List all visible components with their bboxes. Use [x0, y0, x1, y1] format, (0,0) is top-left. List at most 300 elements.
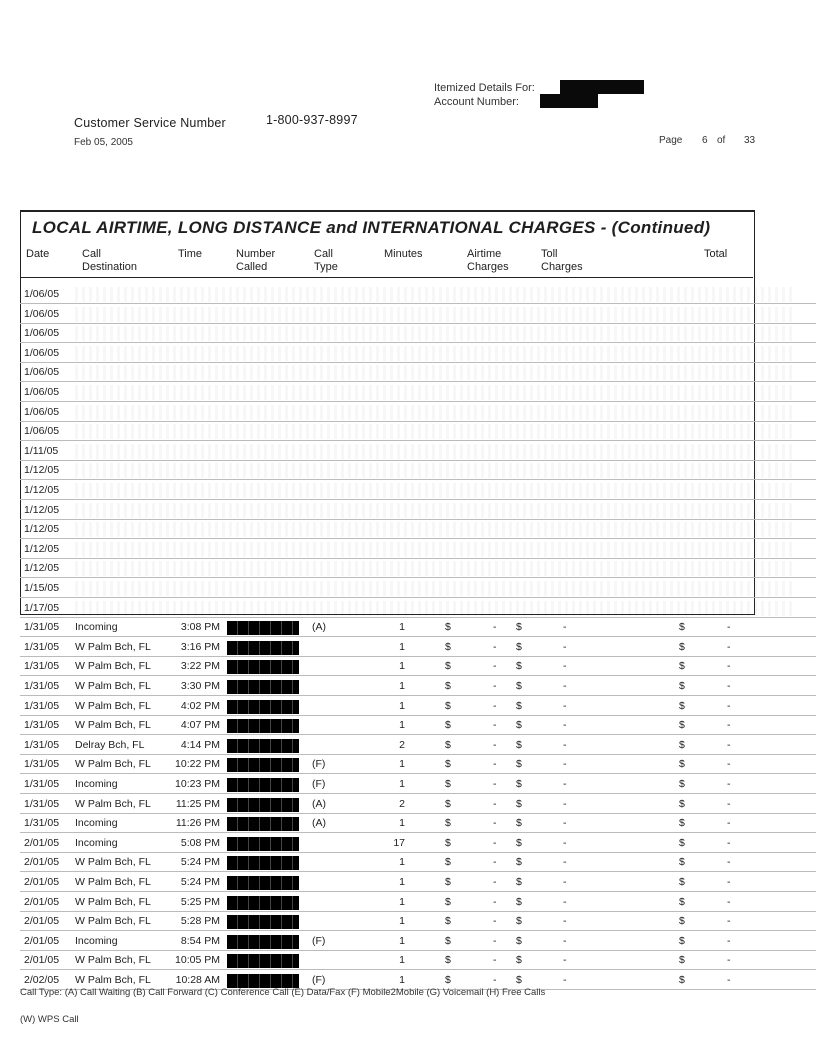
- row-destination: Incoming: [75, 836, 118, 849]
- row-date: 1/06/05: [24, 405, 60, 418]
- row-time: 10:05 PM: [175, 954, 220, 967]
- redacted-overlay: [75, 601, 795, 616]
- row-date: 1/31/05: [24, 817, 60, 830]
- row-airtime-currency: $: [445, 660, 451, 673]
- row-destination: W Palm Bch, FL: [75, 797, 151, 810]
- row-time: 4:14 PM: [180, 738, 220, 751]
- row-total-currency: $: [679, 895, 685, 908]
- row-destination: W Palm Bch, FL: [75, 974, 151, 986]
- row-toll-currency: $: [516, 699, 522, 712]
- row-call-type: (F): [312, 974, 326, 986]
- row-airtime-currency: $: [445, 621, 451, 634]
- redacted-overlay: [75, 307, 795, 322]
- redacted-number: [227, 778, 299, 792]
- table-row: [20, 755, 753, 774]
- section-title: LOCAL AIRTIME, LONG DISTANCE and INTERNATIONAL CHARGES - (Continued): [32, 218, 711, 237]
- row-toll: -: [563, 817, 567, 830]
- redacted-row: [20, 344, 753, 363]
- row-toll-currency: $: [516, 640, 522, 653]
- row-date: 1/06/05: [24, 327, 60, 340]
- row-total: -: [727, 836, 731, 849]
- row-destination: W Palm Bch, FL: [75, 915, 151, 928]
- row-minutes: 2: [399, 797, 405, 810]
- row-time: 3:16 PM: [180, 640, 220, 653]
- row-toll: -: [563, 778, 567, 790]
- row-total-currency: $: [679, 778, 685, 790]
- redacted-overlay: [75, 287, 795, 302]
- col-call-destination: Call Destination: [82, 248, 138, 273]
- row-airtime-currency: $: [445, 758, 451, 771]
- row-toll: -: [563, 719, 567, 732]
- row-date: 1/06/05: [24, 366, 60, 379]
- row-minutes: 1: [399, 974, 405, 986]
- row-toll: -: [563, 680, 567, 692]
- redacted-overlay: [75, 444, 795, 459]
- table-row: [20, 716, 753, 735]
- redacted-row: [20, 324, 753, 343]
- row-total: -: [727, 660, 731, 673]
- row-total: -: [727, 680, 731, 692]
- row-time: 10:23 PM: [175, 778, 220, 790]
- row-toll-currency: $: [516, 660, 522, 673]
- row-total: -: [727, 817, 731, 830]
- redacted-number: [227, 856, 299, 870]
- row-airtime: -: [493, 621, 497, 634]
- row-time: 10:22 PM: [175, 758, 220, 771]
- table-row: [20, 618, 753, 637]
- row-airtime: -: [493, 660, 497, 673]
- redacted-row: [20, 599, 753, 618]
- redacted-row: [20, 305, 753, 324]
- row-total-currency: $: [679, 974, 685, 986]
- row-time: 5:24 PM: [180, 876, 220, 888]
- redacted-row: [20, 481, 753, 500]
- redacted-row: [20, 442, 753, 461]
- row-time: 4:07 PM: [180, 719, 220, 732]
- col-toll-charges: Toll Charges: [541, 248, 583, 273]
- row-minutes: 1: [399, 934, 405, 947]
- row-minutes: 1: [399, 719, 405, 732]
- row-minutes: 1: [399, 876, 405, 888]
- row-toll: -: [563, 621, 567, 634]
- row-call-type: (F): [312, 758, 326, 771]
- row-date: 1/17/05: [24, 601, 60, 614]
- row-date: 1/31/05: [24, 758, 60, 771]
- table-row: [20, 893, 753, 912]
- account-number-label: Account Number:: [434, 96, 519, 108]
- redacted-number: [227, 621, 299, 635]
- row-airtime: -: [493, 640, 497, 653]
- row-call-type: (A): [312, 621, 326, 634]
- table-row: [20, 775, 753, 794]
- row-destination: W Palm Bch, FL: [75, 954, 151, 967]
- redacted-overlay: [75, 326, 795, 341]
- row-airtime-currency: $: [445, 974, 451, 986]
- redacted-number: [227, 798, 299, 812]
- row-minutes: 1: [399, 895, 405, 908]
- redacted-row: [20, 559, 753, 578]
- row-toll-currency: $: [516, 895, 522, 908]
- row-airtime-currency: $: [445, 836, 451, 849]
- row-call-type: (F): [312, 934, 326, 947]
- row-toll: -: [563, 836, 567, 849]
- row-toll: -: [563, 895, 567, 908]
- row-airtime-currency: $: [445, 699, 451, 712]
- row-toll: -: [563, 974, 567, 986]
- row-toll-currency: $: [516, 621, 522, 634]
- redacted-number: [227, 915, 299, 929]
- redacted-overlay: [75, 346, 795, 361]
- redacted-number: [227, 641, 299, 655]
- row-minutes: 1: [399, 660, 405, 673]
- row-call-type: (F): [312, 778, 326, 790]
- redacted-number: [227, 974, 299, 988]
- redacted-number: [227, 739, 299, 753]
- row-total-currency: $: [679, 876, 685, 888]
- redacted-overlay: [75, 365, 795, 380]
- row-date: 1/12/05: [24, 562, 60, 575]
- row-total: -: [727, 699, 731, 712]
- row-minutes: 1: [399, 817, 405, 830]
- row-time: 8:54 PM: [180, 934, 220, 947]
- redacted-overlay: [75, 483, 795, 498]
- row-toll-currency: $: [516, 719, 522, 732]
- row-call-type: (A): [312, 817, 326, 830]
- row-airtime-currency: $: [445, 954, 451, 967]
- row-date: 1/06/05: [24, 288, 60, 300]
- row-total-currency: $: [679, 915, 685, 928]
- row-time: 5:24 PM: [180, 856, 220, 869]
- row-airtime: -: [493, 856, 497, 869]
- redacted-overlay: [75, 424, 795, 439]
- redacted-overlay: [75, 561, 795, 576]
- row-date: 1/06/05: [24, 346, 60, 359]
- redacted-row: [20, 540, 753, 559]
- row-toll-currency: $: [516, 876, 522, 888]
- redacted-row: [20, 285, 753, 304]
- row-date: 2/02/05: [24, 974, 60, 986]
- col-number-called: Number Called: [236, 248, 276, 273]
- row-destination: W Palm Bch, FL: [75, 640, 151, 653]
- table-row: [20, 853, 753, 872]
- row-airtime: -: [493, 797, 497, 810]
- row-total-currency: $: [679, 954, 685, 967]
- row-date: 1/31/05: [24, 738, 60, 751]
- row-airtime-currency: $: [445, 895, 451, 908]
- row-total: -: [727, 738, 731, 751]
- row-toll-currency: $: [516, 797, 522, 810]
- row-date: 1/31/05: [24, 778, 60, 790]
- row-date: 1/12/05: [24, 503, 60, 516]
- redacted-row: [20, 579, 753, 598]
- row-toll-currency: $: [516, 758, 522, 771]
- row-toll: -: [563, 758, 567, 771]
- col-time: Time: [178, 248, 203, 260]
- row-date: 1/11/05: [24, 444, 59, 457]
- row-toll-currency: $: [516, 778, 522, 790]
- redacted-row: [20, 403, 753, 422]
- row-time: 3:22 PM: [180, 660, 220, 673]
- row-date: 2/01/05: [24, 856, 60, 869]
- row-destination: Delray Bch, FL: [75, 738, 145, 751]
- row-toll: -: [563, 797, 567, 810]
- row-total-currency: $: [679, 660, 685, 673]
- table-row: [20, 657, 753, 676]
- row-total-currency: $: [679, 797, 685, 810]
- row-total: -: [727, 640, 731, 653]
- row-airtime-currency: $: [445, 934, 451, 947]
- row-total-currency: $: [679, 817, 685, 830]
- redacted-number: [227, 660, 299, 674]
- row-date: 1/31/05: [24, 660, 60, 673]
- row-call-type: (A): [312, 797, 326, 810]
- table-row: [20, 932, 753, 951]
- col-date: Date: [26, 248, 50, 260]
- row-minutes: 1: [399, 640, 405, 653]
- row-date: 1/12/05: [24, 542, 60, 555]
- row-date: 1/12/05: [24, 523, 60, 536]
- row-airtime-currency: $: [445, 876, 451, 888]
- row-destination: W Palm Bch, FL: [75, 758, 151, 771]
- call-type-legend: Call Type: (A) Call Waiting (B) Call Forward (C) Conference Call (E) Data/Fax (F) Mobile2Mobile (G) Voicemail (H) Free Calls: [20, 987, 546, 998]
- row-time: 4:02 PM: [180, 699, 220, 712]
- page-label: Page: [659, 135, 683, 146]
- redacted-number: [227, 935, 299, 949]
- table-row: [20, 951, 753, 970]
- table-row: [20, 814, 753, 833]
- row-total-currency: $: [679, 934, 685, 947]
- row-destination: W Palm Bch, FL: [75, 680, 151, 692]
- redacted-account-number: [540, 94, 598, 108]
- row-minutes: 1: [399, 621, 405, 634]
- row-time: 5:08 PM: [180, 836, 220, 849]
- row-time: 5:25 PM: [180, 895, 220, 908]
- redacted-number: [227, 837, 299, 851]
- row-airtime-currency: $: [445, 719, 451, 732]
- row-time: 11:25 PM: [175, 797, 220, 810]
- redacted-overlay: [75, 503, 795, 518]
- row-airtime-currency: $: [445, 640, 451, 653]
- row-total: -: [727, 778, 731, 790]
- row-airtime-currency: $: [445, 738, 451, 751]
- row-date: 2/01/05: [24, 836, 60, 849]
- row-date: 1/06/05: [24, 425, 60, 438]
- redacted-number: [227, 817, 299, 831]
- redacted-number: [227, 896, 299, 910]
- col-minutes: Minutes: [384, 248, 423, 260]
- row-total-currency: $: [679, 680, 685, 692]
- redacted-number: [227, 719, 299, 733]
- table-row: [20, 912, 753, 931]
- wps-call-note: (W) WPS Call: [20, 1014, 79, 1025]
- row-date: 1/12/05: [24, 464, 60, 477]
- row-destination: W Palm Bch, FL: [75, 699, 151, 712]
- table-row: [20, 873, 753, 892]
- row-total: -: [727, 758, 731, 771]
- row-airtime-currency: $: [445, 915, 451, 928]
- row-total-currency: $: [679, 758, 685, 771]
- row-toll: -: [563, 915, 567, 928]
- col-airtime-charges: Airtime Charges: [467, 248, 509, 273]
- row-total: -: [727, 621, 731, 634]
- row-airtime: -: [493, 699, 497, 712]
- row-date: 2/01/05: [24, 954, 60, 967]
- row-total: -: [727, 876, 731, 888]
- row-airtime: -: [493, 974, 497, 986]
- row-time: 3:30 PM: [180, 680, 220, 692]
- row-destination: Incoming: [75, 817, 118, 830]
- row-airtime-currency: $: [445, 778, 451, 790]
- col-total: Total: [704, 248, 728, 260]
- row-toll: -: [563, 640, 567, 653]
- row-date: 1/12/05: [24, 484, 60, 496]
- row-date: 1/06/05: [24, 386, 60, 398]
- row-destination: W Palm Bch, FL: [75, 719, 151, 732]
- redacted-overlay: [75, 581, 795, 596]
- redacted-number: [227, 954, 299, 968]
- page-total: 33: [744, 135, 756, 146]
- row-airtime: -: [493, 719, 497, 732]
- col-call-type: Call Type: [314, 248, 338, 273]
- row-destination: Incoming: [75, 621, 118, 634]
- table-row: [20, 697, 753, 716]
- row-minutes: 1: [399, 915, 405, 928]
- row-total: -: [727, 797, 731, 810]
- redacted-overlay: [75, 522, 795, 537]
- table-row: [20, 736, 753, 755]
- row-airtime: -: [493, 934, 497, 947]
- row-total: -: [727, 719, 731, 732]
- table-row: [20, 795, 753, 814]
- row-date: 2/01/05: [24, 895, 60, 908]
- row-date: 2/01/05: [24, 915, 60, 928]
- row-airtime: -: [493, 738, 497, 751]
- table-row: [20, 638, 753, 657]
- itemized-details-label: Itemized Details For:: [434, 82, 535, 94]
- row-date: 2/01/05: [24, 876, 60, 888]
- row-toll: -: [563, 660, 567, 673]
- row-destination: Incoming: [75, 778, 118, 790]
- redacted-number: [227, 758, 299, 772]
- row-destination: Incoming: [75, 934, 118, 947]
- redacted-number: [227, 680, 299, 694]
- row-airtime: -: [493, 817, 497, 830]
- redacted-overlay: [75, 385, 795, 400]
- redacted-row: [20, 461, 753, 480]
- row-total-currency: $: [679, 836, 685, 849]
- row-total-currency: $: [679, 640, 685, 653]
- row-minutes: 1: [399, 680, 405, 692]
- row-total: -: [727, 934, 731, 947]
- row-airtime: -: [493, 758, 497, 771]
- row-toll: -: [563, 738, 567, 751]
- row-total-currency: $: [679, 699, 685, 712]
- row-total: -: [727, 915, 731, 928]
- redacted-number: [227, 700, 299, 714]
- row-toll: -: [563, 876, 567, 888]
- table-row: [20, 834, 753, 853]
- row-minutes: 1: [399, 758, 405, 771]
- row-toll: -: [563, 699, 567, 712]
- row-time: 3:08 PM: [180, 621, 220, 634]
- row-airtime-currency: $: [445, 680, 451, 692]
- row-destination: W Palm Bch, FL: [75, 856, 151, 869]
- row-minutes: 1: [399, 856, 405, 869]
- row-time: 5:28 PM: [180, 915, 220, 928]
- row-total: -: [727, 856, 731, 869]
- redacted-row: [20, 383, 753, 402]
- row-date: 1/31/05: [24, 719, 60, 732]
- row-total-currency: $: [679, 738, 685, 751]
- row-date: 1/31/05: [24, 680, 60, 692]
- row-minutes: 1: [399, 778, 405, 790]
- row-toll-currency: $: [516, 836, 522, 849]
- row-toll-currency: $: [516, 974, 522, 986]
- row-airtime: -: [493, 895, 497, 908]
- row-time: 10:28 AM: [175, 974, 220, 986]
- redacted-number: [227, 876, 299, 890]
- row-airtime-currency: $: [445, 817, 451, 830]
- page-of-label: of: [717, 135, 726, 146]
- row-minutes: 17: [393, 836, 405, 849]
- row-airtime-currency: $: [445, 856, 451, 869]
- row-minutes: 1: [399, 699, 405, 712]
- row-airtime: -: [493, 778, 497, 790]
- row-toll-currency: $: [516, 954, 522, 967]
- row-destination: W Palm Bch, FL: [75, 660, 151, 673]
- row-total-currency: $: [679, 719, 685, 732]
- redacted-overlay: [75, 542, 795, 557]
- table-row: [20, 677, 753, 696]
- redacted-row: [20, 363, 753, 382]
- row-toll: -: [563, 856, 567, 869]
- row-toll: -: [563, 954, 567, 967]
- row-airtime: -: [493, 915, 497, 928]
- row-total-currency: $: [679, 856, 685, 869]
- redacted-row: [20, 520, 753, 539]
- row-toll-currency: $: [516, 817, 522, 830]
- redacted-row: [20, 422, 753, 441]
- row-total: -: [727, 974, 731, 986]
- row-date: 1/31/05: [24, 640, 60, 653]
- row-airtime: -: [493, 954, 497, 967]
- redacted-overlay: [75, 405, 795, 420]
- row-airtime-currency: $: [445, 797, 451, 810]
- redacted-name: [560, 80, 644, 94]
- row-toll-currency: $: [516, 738, 522, 751]
- row-toll-currency: $: [516, 934, 522, 947]
- row-total-currency: $: [679, 621, 685, 634]
- row-destination: W Palm Bch, FL: [75, 876, 151, 888]
- row-date: 1/31/05: [24, 621, 60, 634]
- row-toll-currency: $: [516, 915, 522, 928]
- statement-date: Feb 05, 2005: [74, 137, 133, 148]
- row-toll: -: [563, 934, 567, 947]
- row-minutes: 2: [399, 738, 405, 751]
- row-total: -: [727, 954, 731, 967]
- row-toll-currency: $: [516, 680, 522, 692]
- row-airtime: -: [493, 680, 497, 692]
- row-time: 11:26 PM: [175, 817, 220, 830]
- page-number: 6: [702, 135, 708, 146]
- row-toll-currency: $: [516, 856, 522, 869]
- row-date: 1/31/05: [24, 699, 60, 712]
- row-minutes: 1: [399, 954, 405, 967]
- row-destination: W Palm Bch, FL: [75, 895, 151, 908]
- row-date: 1/31/05: [24, 797, 60, 810]
- row-date: 1/06/05: [24, 307, 60, 320]
- redacted-overlay: [75, 463, 795, 478]
